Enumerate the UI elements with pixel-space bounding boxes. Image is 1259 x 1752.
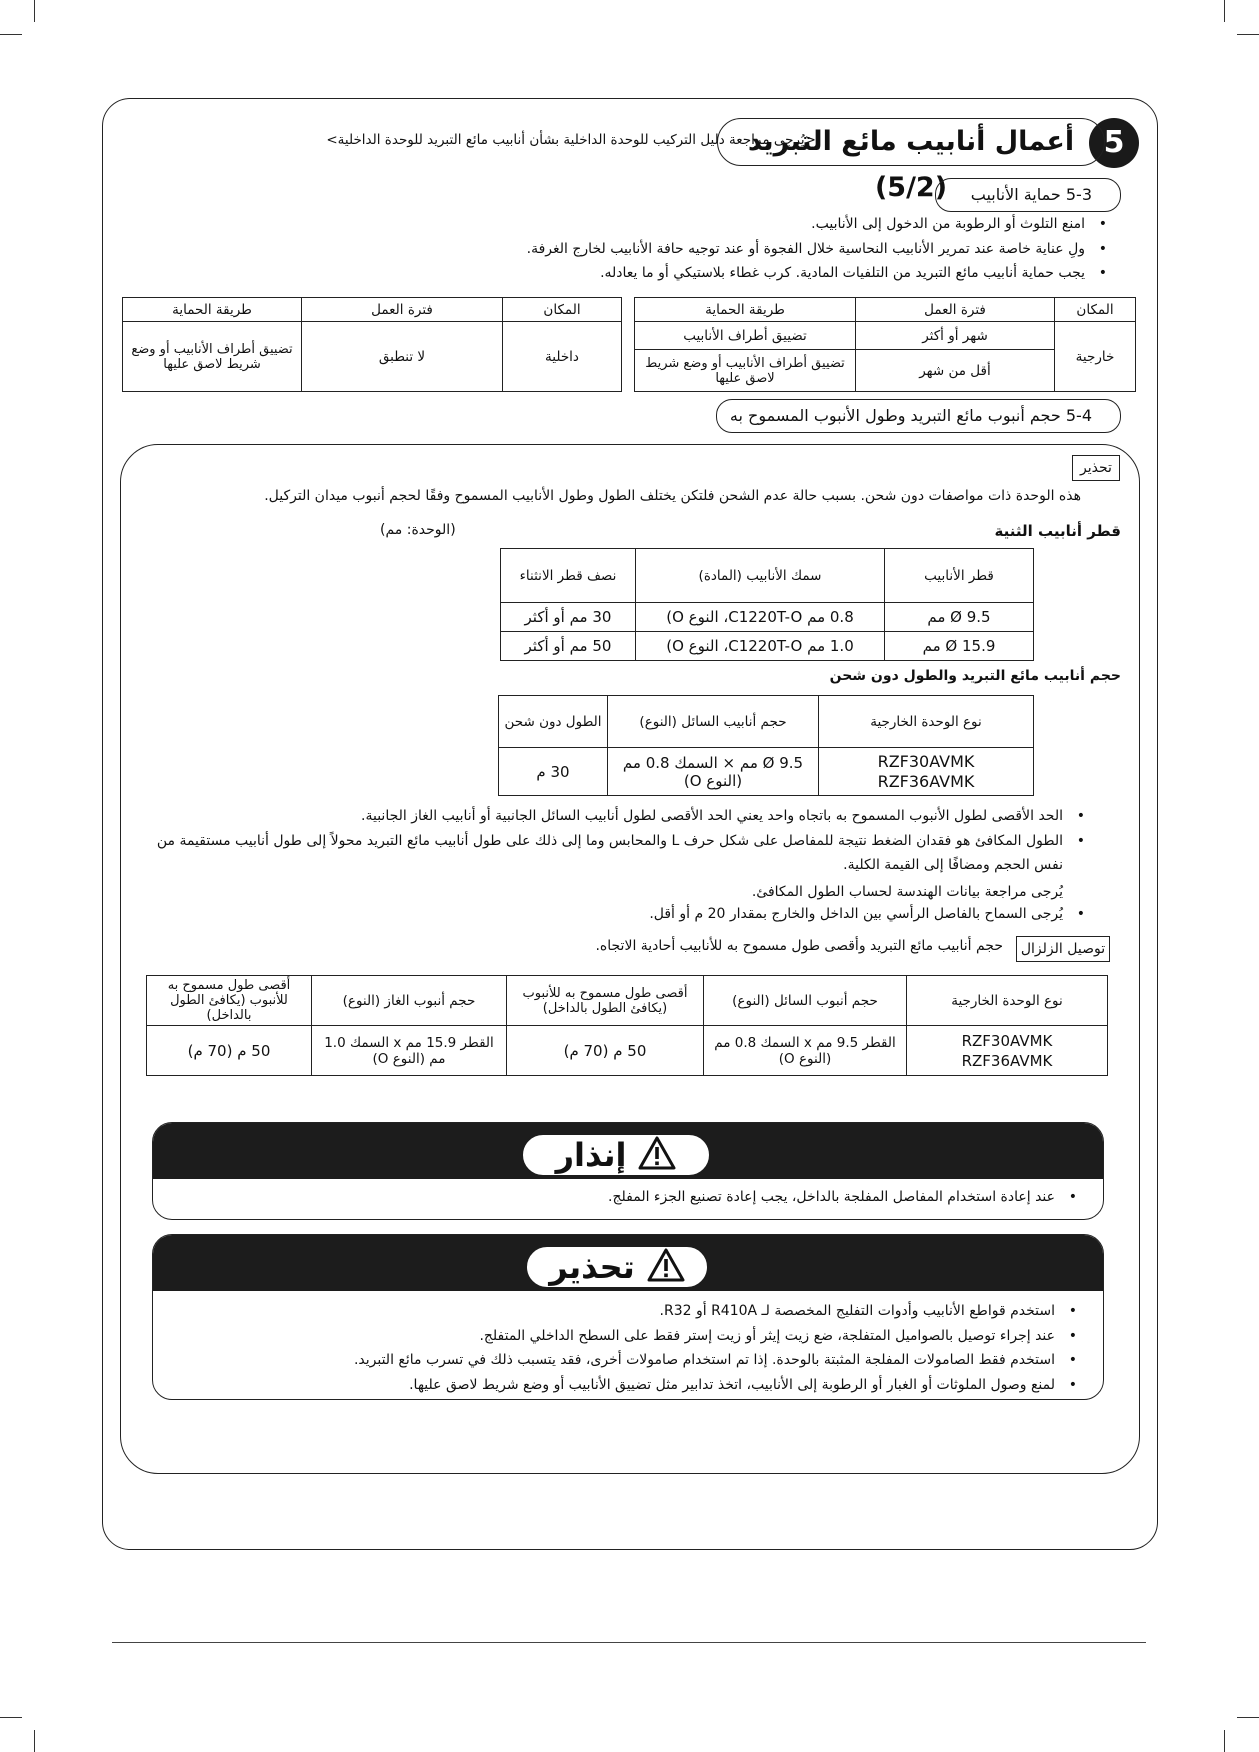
table-cell: Ø 9.5 مم — [885, 603, 1034, 632]
table-cell: Ø 15.9 مم — [885, 632, 1034, 661]
table-header: نوع الوحدة الخارجية — [907, 976, 1108, 1026]
table-cell: أقل من شهر — [856, 350, 1055, 392]
protection-bullets — [125, 212, 1109, 286]
crop-mark — [1224, 0, 1225, 22]
list-item: • يجب حماية أنابيب مائع التبريد من التلفيات المادية. كرب غطاء بلاستيكي أو ما يعادله. — [125, 261, 1085, 286]
model-name: RZF36AVMK — [877, 771, 975, 791]
crop-mark — [34, 0, 35, 22]
table-cell: Ø 9.5 مم × السمك 0.8 مم (النوع O) — [608, 748, 819, 796]
recommend-tag: توصيل الزلزال — [1016, 936, 1110, 962]
table-cell — [907, 1026, 1108, 1076]
table-cell: 50 م (70 م) — [147, 1026, 312, 1076]
table-header: نصف قطر الانثناء — [501, 549, 636, 603]
table-cell — [819, 748, 1034, 796]
table-header: نوع الوحدة الخارجية — [819, 696, 1034, 748]
reference-note: <يُرجى مراجعة دليل التركيب للوحدة الداخلية بشأن أنابيب مائع التبريد للوحدة الداخلية> — [326, 132, 816, 148]
unit-note: (الوحدة: مم) — [380, 522, 456, 538]
table-cell: 0.8 مم C1220T-O، النوع O) — [636, 603, 885, 632]
size-table — [498, 695, 1034, 796]
table-cell: تضييق أطراف الأنابيب أو وضع شريط لاصق عليها — [635, 350, 856, 392]
crop-mark — [34, 1730, 35, 1752]
list-item: • لمنع وصول الملوثات أو الغبار أو الرطوبة إلى الأنابيب، اتخذ تدابير مثل تضييق الأنابيب أو وضع شريط لاصق عليها. — [175, 1373, 1055, 1398]
caution-text: هذه الوحدة ذات مواصفات دون شحن. بسبب حالة عدم الشحن فلتكن يختلف الطول وطول الأنابيب المسموح وفقًا لحجم أنبوب ميدان التركيل. — [264, 488, 1081, 504]
table-cell: تضييق أطراف الأنابيب — [635, 322, 856, 350]
table-cell: شهر أو أكثر — [856, 322, 1055, 350]
table-header: حجم أنبوب الغاز (النوع) — [312, 976, 507, 1026]
list-item: • الحد الأقصى لطول الأنبوب المسموح به باتجاه واحد يعني الحد الأقصى لطول أنابيب السائل الجانبية أو أنابيب الغاز الجانبية. — [133, 804, 1063, 829]
table-cell: تضييق أطراف الأنابيب أو وضع شريط لاصق عليها — [123, 322, 302, 392]
warning-bullets — [175, 1185, 1079, 1210]
table-header: فترة العمل — [302, 298, 503, 322]
section-number: 5 — [1089, 118, 1139, 168]
model-name: RZF30AVMK — [961, 1031, 1053, 1050]
model-name: RZF30AVMK — [877, 751, 975, 771]
crop-mark — [1237, 34, 1259, 35]
note-refer: يُرجى مراجعة بيانات الهندسة لحساب الطول المكافئ. — [751, 884, 1063, 900]
list-item: • استخدم فقط الصامولات المفلجة المثبتة بالوحدة. إذا تم استخدام صامولات أخرى، فقد يتسبب ذلك في تسرب مائع التبريد. — [175, 1348, 1055, 1373]
footer-rule — [112, 1642, 1146, 1643]
table-header: حجم أنبوب السائل (النوع) — [704, 976, 907, 1026]
table-header: قطر الأنابيب — [885, 549, 1034, 603]
caution-box — [152, 1234, 1104, 1400]
crop-mark — [0, 1717, 22, 1718]
table-cell: داخلية — [503, 322, 622, 392]
crop-mark — [0, 34, 22, 35]
table-cell: 50 م (70 م) — [507, 1026, 704, 1076]
caution-tag: تحذير — [1072, 455, 1120, 481]
crop-mark — [1237, 1717, 1259, 1718]
warning-triangle-icon — [647, 1248, 685, 1291]
crop-mark — [1224, 1730, 1225, 1752]
list-item: • ولِ عناية خاصة عند تمرير الأنابيب النحاسية خلال الفجوة أو عند توجيه حافة الأنابيب لخارج الغرفة. — [125, 237, 1085, 262]
caution-label-pill — [525, 1245, 709, 1289]
warning-label-pill — [521, 1133, 711, 1177]
list-item: • يُرجى السماح بالفاصل الرأسي بين الداخل والخارج بمقدار 20 م أو أقل. — [133, 902, 1063, 927]
table-header: فترة العمل — [856, 298, 1055, 322]
list-item: • امنع التلوث أو الرطوبة من الدخول إلى الأنابيب. — [125, 212, 1085, 237]
table-header: أقصى طول مسموح به للأنبوب (يكافئ الطول بالداخل) — [507, 976, 704, 1026]
table-header: حجم أنابيب السائل (النوع) — [608, 696, 819, 748]
size-title: حجم أنابيب مائع التبريد والطول دون شحن — [829, 668, 1121, 684]
list-item: • الطول المكافئ هو فقدان الضغط نتيجة للمفاصل على شكل حرف L والمحابس وما إلى ذلك على طول أنابيب مائع التبريد محولاً إلى طول أنابيب مستقيمة من نفس الحجم ومضافًا إلى القيمة الكلية. — [133, 829, 1063, 878]
table-header: أقصى طول مسموح به للأنبوب (يكافئ الطول بالداخل) — [147, 976, 312, 1026]
warning-box — [152, 1122, 1104, 1220]
list-item: • عند إجراء توصيل بالصواميل المتفلجة، ضع زيت إيثر أو زيت إستر فقط على السطح الداخلي المتفلج. — [175, 1324, 1055, 1349]
table-cell: 30 مم أو أكثر — [501, 603, 636, 632]
table-cell: 50 مم أو أكثر — [501, 632, 636, 661]
protection-title: 5-3 حماية الأنابيب — [935, 178, 1121, 212]
max-length-table — [146, 975, 1108, 1076]
table-header: سمك الأنابيب (المادة) — [636, 549, 885, 603]
bend-table — [500, 548, 1034, 661]
protection-table-outdoor — [634, 297, 1136, 392]
table-header: المكان — [1055, 298, 1136, 322]
caution-bullets — [175, 1299, 1079, 1397]
protection-table-indoor — [122, 297, 622, 392]
warning-label: إنذار — [555, 1136, 627, 1174]
pipe-size-title: 5-4 حجم أنبوب مائع التبريد وطول الأنبوب المسموح به — [716, 399, 1121, 433]
section-title: أعمال أنابيب مائع التبريد (5/2) — [717, 118, 1105, 166]
table-header: المكان — [503, 298, 622, 322]
table-cell: القطر 9.5 مم x السمك 0.8 مم (النوع O) — [704, 1026, 907, 1076]
table-header: الطول دون شحن — [499, 696, 608, 748]
size-notes — [133, 804, 1087, 878]
table-cell: خارجية — [1055, 322, 1136, 392]
recommend-text: حجم أنابيب مائع التبريد وأقصى طول مسموح به للأنابيب أحادية الاتجاه. — [595, 938, 1003, 954]
table-cell: لا تنطبق — [302, 322, 503, 392]
list-item: • عند إعادة استخدام المفاصل المفلجة بالداخل، يجب إعادة تصنيع الجزء المفلج. — [175, 1185, 1055, 1210]
caution-label: تحذير — [549, 1248, 635, 1286]
warning-triangle-icon — [638, 1136, 676, 1179]
list-item: • استخدم قواطع الأنابيب وأدوات التفليج المخصصة لـ R410A أو R32. — [175, 1299, 1055, 1324]
bend-title: قطر أنابيب الثنية — [994, 522, 1121, 540]
table-header: طريقة الحماية — [123, 298, 302, 322]
table-cell: القطر 15.9 مم x السمك 1.0 مم (النوع O) — [312, 1026, 507, 1076]
table-cell: 30 م — [499, 748, 608, 796]
table-cell: 1.0 مم C1220T-O، النوع O) — [636, 632, 885, 661]
model-name: RZF36AVMK — [961, 1051, 1053, 1070]
table-header: طريقة الحماية — [635, 298, 856, 322]
height-note — [133, 902, 1087, 927]
